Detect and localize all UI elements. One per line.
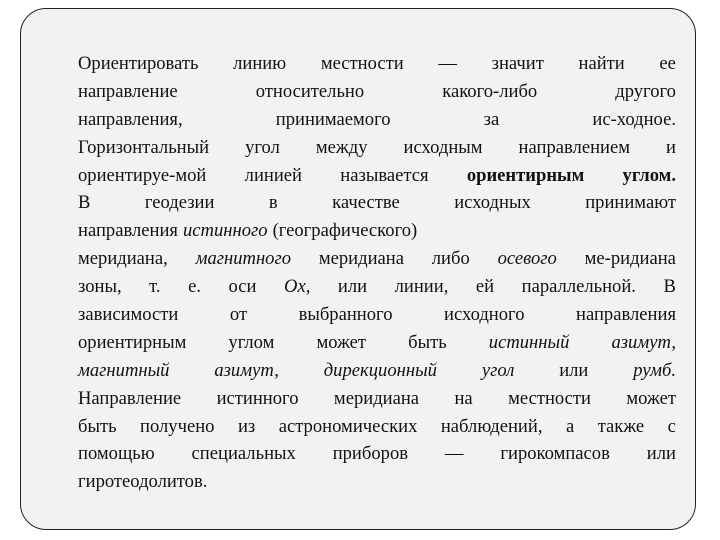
word: — xyxy=(438,53,457,74)
term-italic: дирекционный xyxy=(323,359,437,381)
word: зависимости xyxy=(78,304,179,326)
word: астрономических xyxy=(278,415,418,437)
word: принимают xyxy=(585,192,676,214)
body-paragraph xyxy=(78,50,676,496)
word: оси xyxy=(228,276,257,298)
word: ме-ридиана xyxy=(584,248,676,270)
term-italic: азимут, xyxy=(214,359,279,381)
word: линией xyxy=(244,164,303,186)
word: помощью xyxy=(78,443,155,465)
word: а xyxy=(565,415,575,437)
term-bold: углом. xyxy=(622,164,676,186)
word: гирокомпасов xyxy=(500,443,610,465)
word: направления xyxy=(576,304,676,326)
word: другого xyxy=(615,80,676,102)
word: или xyxy=(559,359,589,381)
word: относительно xyxy=(255,80,365,102)
word: качестве xyxy=(332,192,400,214)
word: направлением xyxy=(518,136,630,158)
word: может xyxy=(626,387,676,409)
word: ориентируе-мой xyxy=(78,164,207,186)
paragraph-line xyxy=(78,468,676,496)
word: линии, xyxy=(394,276,449,298)
paragraph-line xyxy=(78,50,676,78)
word: также xyxy=(597,415,645,437)
word: быть xyxy=(408,331,447,353)
word: ей xyxy=(475,276,495,298)
word: угол xyxy=(245,136,280,158)
term-italic: Ох, xyxy=(284,276,311,298)
paragraph-line xyxy=(78,385,676,413)
paragraph-line xyxy=(78,106,676,134)
word: между xyxy=(315,136,368,158)
word: Горизонтальный xyxy=(78,136,210,158)
term-italic: истинного xyxy=(182,220,268,242)
paragraph-line xyxy=(78,245,676,273)
word: т. xyxy=(149,276,161,298)
word: меридиана xyxy=(318,248,404,270)
word: в xyxy=(268,192,278,214)
paragraph-line xyxy=(78,217,676,245)
word: ее xyxy=(659,53,676,74)
word: ис-ходное. xyxy=(592,108,676,130)
word: параллельной. xyxy=(521,276,636,298)
paragraph-line xyxy=(78,162,676,190)
word: зоны, xyxy=(78,276,122,298)
term-italic: осевого xyxy=(497,248,557,270)
word: с xyxy=(667,415,676,437)
word: местности xyxy=(508,387,591,409)
word: направления, xyxy=(78,108,183,130)
word: исходным xyxy=(403,136,483,158)
paragraph-line xyxy=(78,189,676,217)
word: выбранного xyxy=(298,304,393,326)
word: углом xyxy=(228,331,275,353)
word: называется xyxy=(340,164,429,186)
word: может xyxy=(316,331,367,353)
word: принимаемого xyxy=(275,108,391,130)
word: гиротеодолитов. xyxy=(78,471,208,493)
word: или xyxy=(337,276,368,298)
paragraph-line xyxy=(78,134,676,162)
term-italic: истинный xyxy=(488,331,570,353)
word: направление xyxy=(78,80,178,102)
term-italic: азимут, xyxy=(611,331,676,353)
word: — xyxy=(444,443,464,465)
word: быть xyxy=(78,415,117,437)
word: В xyxy=(78,192,91,214)
term-italic: угол xyxy=(481,359,515,381)
word: какого-либо xyxy=(442,80,538,102)
term-italic: румб. xyxy=(633,359,676,381)
paragraph-line xyxy=(78,78,676,106)
word: геодезии xyxy=(144,192,215,214)
word: из xyxy=(237,415,256,437)
word: либо xyxy=(431,248,470,270)
word: и xyxy=(666,136,676,158)
word: или xyxy=(646,443,676,465)
paragraph-line xyxy=(78,357,676,385)
paragraph-line xyxy=(78,301,676,329)
word: за xyxy=(483,108,500,130)
word: получено xyxy=(140,415,215,437)
word: (географического) xyxy=(272,220,418,242)
word: значит xyxy=(491,53,544,74)
word: специальных xyxy=(191,443,296,465)
word: от xyxy=(229,304,248,326)
word: истинного xyxy=(216,387,299,409)
paragraph-line xyxy=(78,273,676,301)
paragraph-line xyxy=(78,440,676,468)
term-bold: ориентирным xyxy=(466,164,585,186)
word: Направление xyxy=(78,387,182,409)
paragraph-line xyxy=(78,413,676,441)
term-italic: магнитный xyxy=(78,359,170,381)
word: е. xyxy=(188,276,201,298)
word: направления xyxy=(78,220,178,242)
word: исходных xyxy=(454,192,531,214)
word: на xyxy=(454,387,473,409)
term-italic: магнитного xyxy=(195,248,292,270)
paragraph-line xyxy=(78,329,676,357)
word: Ориентировать xyxy=(78,53,199,74)
word: наблюдений, xyxy=(440,415,543,437)
word: меридиана, xyxy=(78,248,168,270)
word: линию xyxy=(233,53,287,74)
word: приборов xyxy=(332,443,409,465)
word: найти xyxy=(578,53,625,74)
word: В xyxy=(663,276,676,298)
word: исходного xyxy=(444,304,525,326)
word: местности xyxy=(320,53,404,74)
word: меридиана xyxy=(333,387,420,409)
word: ориентирным xyxy=(78,331,187,353)
